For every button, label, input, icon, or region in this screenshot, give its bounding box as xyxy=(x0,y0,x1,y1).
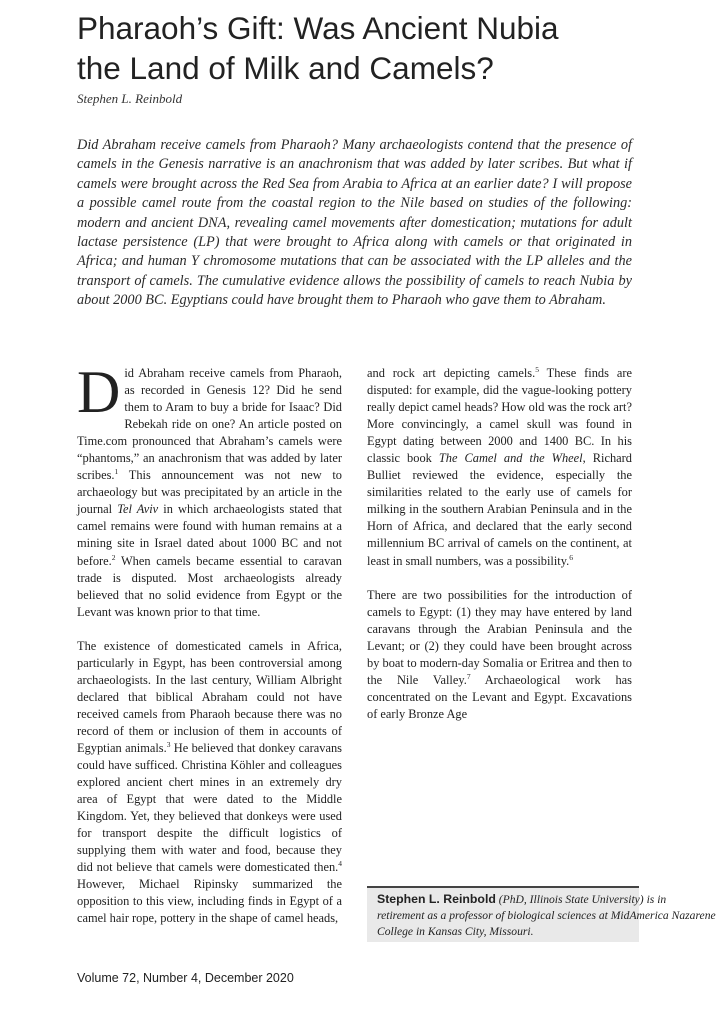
footnote-ref-7: 7 xyxy=(466,671,471,681)
paragraph-2-part-b: He believed that donkey caravans could have sufficed. Christina Köhler and colleagues explored ancient chert mines in an extremely dry area of Egypt that were dated to the Middle Kingdom. Yet, they believed that donkeys were used for transport despite the difficult logistics of supplying them with water and food, because they did not believe that camels were domesticated then. xyxy=(77,740,342,875)
paragraph-1-part-d: When camels became essential to caravan trade is disputed. Most archaeologists already believed that no solid evidence from Egypt or the Levant was known prior to that time. xyxy=(77,553,342,619)
journal-title-tel-aviv: Tel Aviv xyxy=(117,502,159,517)
paragraph-2-part-e: , Richard Bulliet reviewed the evidence, especially the similarities related to the early use of camels for milking in the southern Arabian Peninsula and in the Horn of Africa, and declared that the early second millennium BC arrival of camels on the continent, at least in small numbers, was a possibility. xyxy=(367,451,632,568)
author-byline: Stephen L. Reinbold xyxy=(77,91,183,106)
paragraph-3 xyxy=(367,587,632,723)
paragraph-2-continued xyxy=(367,365,632,570)
body-column-left xyxy=(77,359,342,945)
title-line-1: Pharaoh’s Gift: Was Ancient Nubia xyxy=(77,10,559,46)
title-line-2: the Land of Milk and Camels? xyxy=(77,50,494,86)
footnote-ref-2: 2 xyxy=(111,552,116,562)
abstract: Did Abraham receive camels from Pharaoh? Many archaeologists contend that the presence of camels in the Genesis narrative is an anachronism that was added by later scribes. But what if camels were brought across the Red Sea from Arabia to Africa at an earlier date? I will propose a possible camel route from the coastal region to the Nile based on studies of the following: modern and ancient DNA, revealing camel movements after domestication; mutations for adult lactase persistence (LP) that were brought to Africa along with camels or that originated in Africa; and human Y chromosome mutations that can be associated with the LP alleles and the transport of camels. The cumulative evidence allows the possibility of camels to reach Nubia by about 2000 BC. Egyptians could have brought them to Pharaoh who gave them to Abraham. xyxy=(77,137,632,309)
bio-line-1-rest: (PhD, Illinois State University) is in xyxy=(495,893,667,906)
footnote-ref-6: 6 xyxy=(569,552,573,562)
paragraph-2-part-a: The existence of domesticated camels in Africa, particularly in Egypt, has been controversial among archaeologists. In the last century, William Albright declared that biblical Abraham could not have received camels from Pharaoh because there was no record of them or inclusion of them in accounts of Egyptian animals. xyxy=(77,638,342,755)
paragraph-1-part-b: This announcement was not new to archaeology but was precipitated by an article in the journal xyxy=(77,468,342,517)
paragraph-1-part-a: id Abraham receive camels from Pharaoh, as recorded in Genesis 12? Did he send them to Aram to buy a bride for Isaac? Did Rebekah ride on one? An article posted on Time.com pronounced that Abraham’s camels were “phantoms,” an anachronism that was added by later scribes. xyxy=(77,366,342,483)
article-title xyxy=(77,8,637,88)
footnote-ref-3: 3 xyxy=(166,739,171,749)
bio-author-name: Stephen L. Reinbold xyxy=(377,892,496,906)
paragraph-1 xyxy=(77,359,342,621)
paragraph-2 xyxy=(77,638,342,928)
body-column-right xyxy=(367,365,632,740)
paragraph-2-part-c-continued: and rock art depicting camels. xyxy=(367,366,536,380)
bio-line-1 xyxy=(377,891,667,908)
paragraph-3-part-b: Archaeological work has concentrated on the Levant and Egypt. Excavations of early Bronze Age xyxy=(367,672,632,721)
footnote-ref-5: 5 xyxy=(535,364,539,374)
paragraph-2-part-c: However, Michael Ripinsky summarized the opposition to this view, including finds in Egypt of a camel hair rope, pottery in the shape of camel heads, xyxy=(77,877,342,926)
book-title-camel-and-wheel: The Camel and the Wheel xyxy=(438,451,583,466)
drop-cap: D xyxy=(77,359,121,425)
author-bio-box xyxy=(367,886,716,942)
issue-footer: Volume 72, Number 4, December 2020 xyxy=(77,971,294,985)
paragraph-2-part-d: These finds are disputed: for example, did the vague-looking pottery really depict camel heads? How old was the rock art? More convincingly, a camel skull was found in Egypt dating between 2000 and 1400 BC. In his classic book xyxy=(367,366,632,466)
bio-line-3: College in Kansas City, Missouri. xyxy=(377,925,534,938)
footnote-ref-1: 1 xyxy=(114,467,119,477)
paragraph-1-part-c: in which archaeologists stated that camel remains were found with human remains at a mining site in Israel dated about 1000 BC and not before. xyxy=(77,502,342,568)
footnote-ref-4: 4 xyxy=(338,859,342,869)
bio-line-2: retirement as a professor of biological sciences at MidAmerica Nazarene xyxy=(377,909,716,922)
paragraph-3-part-a: There are two possibilities for the introduction of camels to Egypt: (1) they may have entered by land caravans through the Arabian Peninsula and the Levant; or (2) they could have been brought across by boat to modern-day Somalia or Eritrea and then to the Nile Valley. xyxy=(367,587,632,687)
